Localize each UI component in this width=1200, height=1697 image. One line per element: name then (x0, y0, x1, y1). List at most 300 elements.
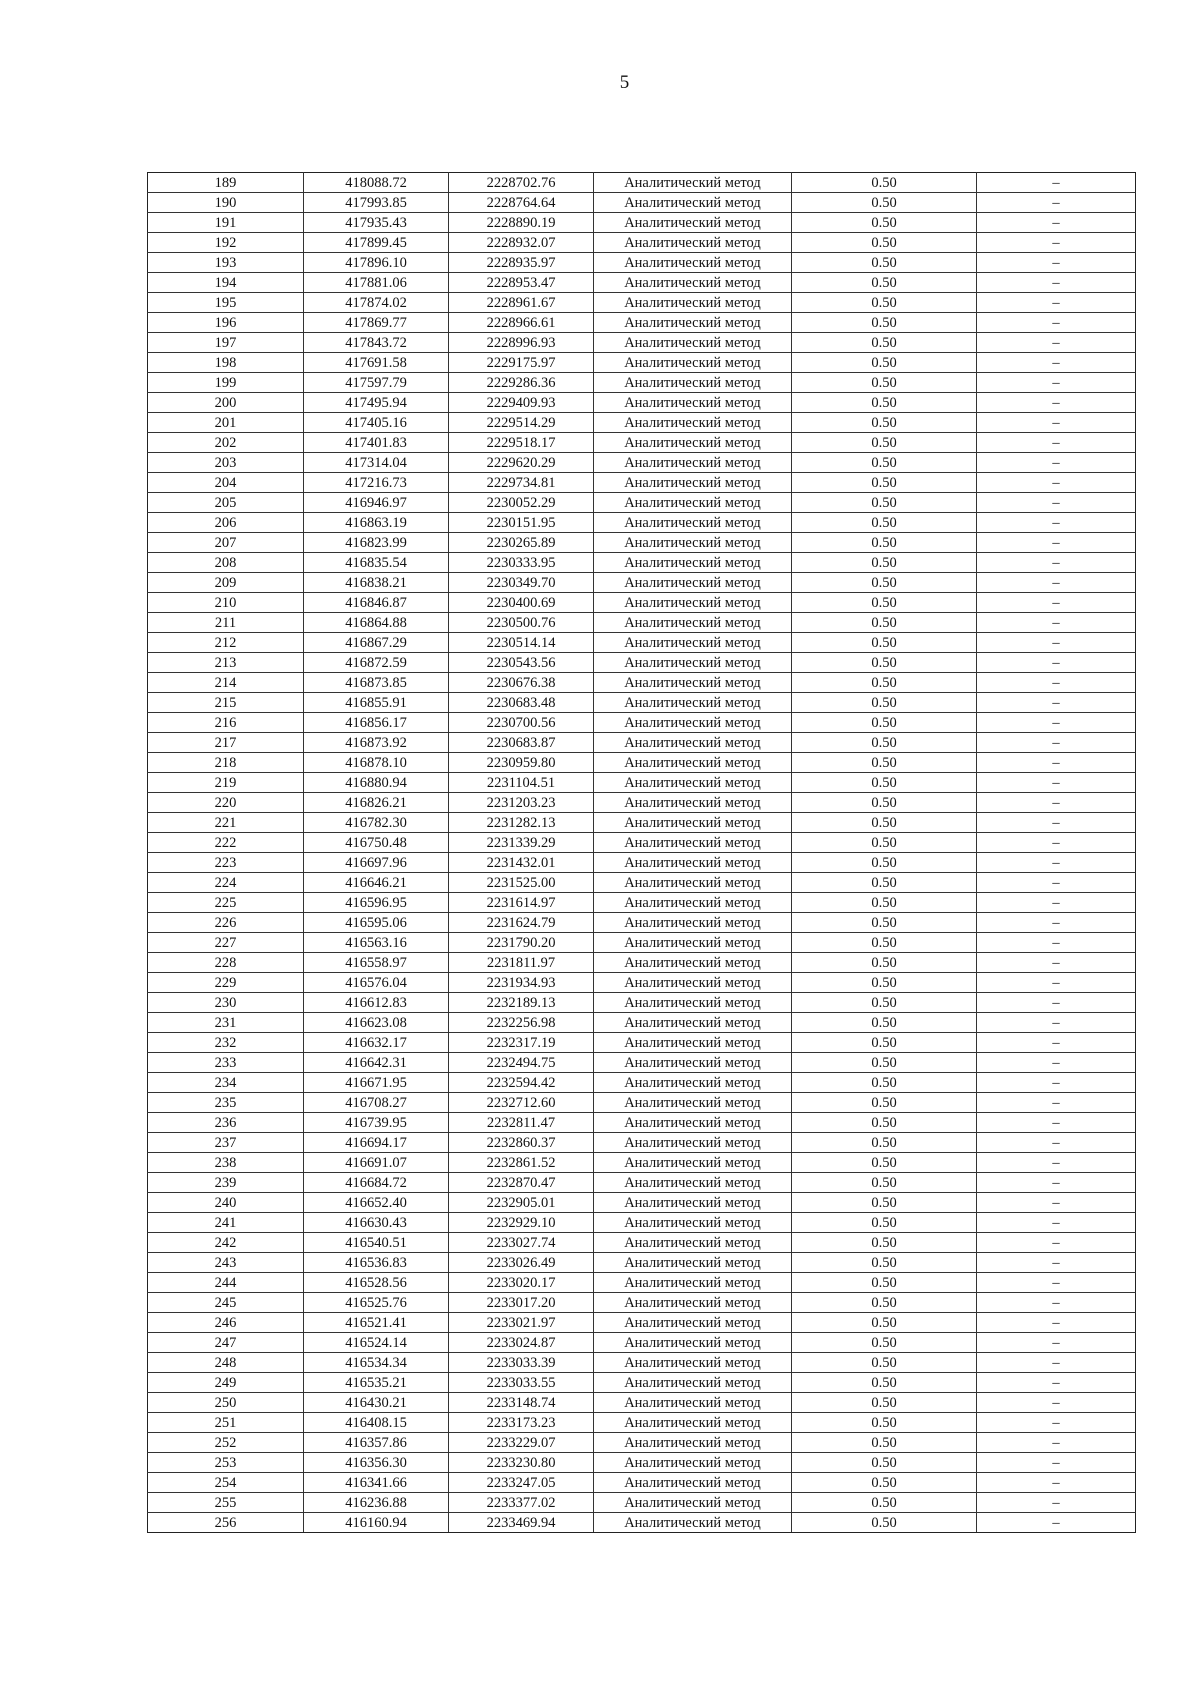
x-coordinate-cell: 416356.30 (304, 1453, 449, 1473)
method-cell: Аналитический метод (594, 933, 792, 953)
x-coordinate-cell: 416867.29 (304, 633, 449, 653)
note-cell: – (977, 693, 1136, 713)
method-cell: Аналитический метод (594, 1173, 792, 1193)
table-row (148, 1133, 1136, 1153)
accuracy-cell: 0.50 (792, 193, 977, 213)
y-coordinate-cell: 2231811.97 (449, 953, 594, 973)
x-coordinate-cell: 416873.85 (304, 673, 449, 693)
note-cell: – (977, 793, 1136, 813)
y-coordinate-cell: 2232712.60 (449, 1093, 594, 1113)
method-cell: Аналитический метод (594, 433, 792, 453)
point-number-cell: 223 (148, 853, 304, 873)
x-coordinate-cell: 417216.73 (304, 473, 449, 493)
method-cell: Аналитический метод (594, 653, 792, 673)
note-cell: – (977, 273, 1136, 293)
note-cell: – (977, 933, 1136, 953)
table-row (148, 1513, 1136, 1533)
accuracy-cell: 0.50 (792, 1273, 977, 1293)
accuracy-cell: 0.50 (792, 173, 977, 193)
x-coordinate-cell: 416630.43 (304, 1213, 449, 1233)
accuracy-cell: 0.50 (792, 793, 977, 813)
x-coordinate-cell: 416160.94 (304, 1513, 449, 1533)
table-row (148, 1293, 1136, 1313)
y-coordinate-cell: 2231104.51 (449, 773, 594, 793)
x-coordinate-cell: 416642.31 (304, 1053, 449, 1073)
accuracy-cell: 0.50 (792, 1453, 977, 1473)
note-cell: – (977, 1033, 1136, 1053)
table-row (148, 1233, 1136, 1253)
table-row (148, 653, 1136, 673)
point-number-cell: 244 (148, 1273, 304, 1293)
y-coordinate-cell: 2233020.17 (449, 1273, 594, 1293)
method-cell: Аналитический метод (594, 473, 792, 493)
x-coordinate-cell: 416872.59 (304, 653, 449, 673)
point-number-cell: 247 (148, 1333, 304, 1353)
x-coordinate-cell: 416838.21 (304, 573, 449, 593)
y-coordinate-cell: 2230333.95 (449, 553, 594, 573)
accuracy-cell: 0.50 (792, 553, 977, 573)
y-coordinate-cell: 2228935.97 (449, 253, 594, 273)
method-cell: Аналитический метод (594, 1393, 792, 1413)
point-number-cell: 236 (148, 1113, 304, 1133)
accuracy-cell: 0.50 (792, 713, 977, 733)
accuracy-cell: 0.50 (792, 1393, 977, 1413)
point-number-cell: 252 (148, 1433, 304, 1453)
method-cell: Аналитический метод (594, 833, 792, 853)
table-row (148, 1033, 1136, 1053)
note-cell: – (977, 393, 1136, 413)
table-row (148, 793, 1136, 813)
point-number-cell: 203 (148, 453, 304, 473)
table-row (148, 573, 1136, 593)
y-coordinate-cell: 2228702.76 (449, 173, 594, 193)
note-cell: – (977, 1013, 1136, 1033)
table-row (148, 1153, 1136, 1173)
table-row (148, 953, 1136, 973)
method-cell: Аналитический метод (594, 353, 792, 373)
note-cell: – (977, 173, 1136, 193)
note-cell: – (977, 773, 1136, 793)
y-coordinate-cell: 2228961.67 (449, 293, 594, 313)
x-coordinate-cell: 416534.34 (304, 1353, 449, 1373)
accuracy-cell: 0.50 (792, 1513, 977, 1533)
table-row (148, 293, 1136, 313)
table-row (148, 1333, 1136, 1353)
note-cell: – (977, 1053, 1136, 1073)
table-row (148, 873, 1136, 893)
y-coordinate-cell: 2232861.52 (449, 1153, 594, 1173)
y-coordinate-cell: 2231525.00 (449, 873, 594, 893)
note-cell: – (977, 293, 1136, 313)
method-cell: Аналитический метод (594, 1053, 792, 1073)
note-cell: – (977, 1513, 1136, 1533)
table-row (148, 753, 1136, 773)
accuracy-cell: 0.50 (792, 373, 977, 393)
y-coordinate-cell: 2232594.42 (449, 1073, 594, 1093)
table-row (148, 1473, 1136, 1493)
note-cell: – (977, 1193, 1136, 1213)
table-row (148, 1493, 1136, 1513)
y-coordinate-cell: 2229514.29 (449, 413, 594, 433)
point-number-cell: 191 (148, 213, 304, 233)
point-number-cell: 226 (148, 913, 304, 933)
x-coordinate-cell: 416946.97 (304, 493, 449, 513)
x-coordinate-cell: 416430.21 (304, 1393, 449, 1413)
point-number-cell: 225 (148, 893, 304, 913)
note-cell: – (977, 193, 1136, 213)
note-cell: – (977, 1413, 1136, 1433)
point-number-cell: 251 (148, 1413, 304, 1433)
y-coordinate-cell: 2233173.23 (449, 1413, 594, 1433)
y-coordinate-cell: 2233021.97 (449, 1313, 594, 1333)
note-cell: – (977, 1113, 1136, 1133)
x-coordinate-cell: 416846.87 (304, 593, 449, 613)
method-cell: Аналитический метод (594, 633, 792, 653)
point-number-cell: 253 (148, 1453, 304, 1473)
method-cell: Аналитический метод (594, 173, 792, 193)
x-coordinate-cell: 416823.99 (304, 533, 449, 553)
accuracy-cell: 0.50 (792, 733, 977, 753)
point-number-cell: 254 (148, 1473, 304, 1493)
table-row (148, 553, 1136, 573)
table-row (148, 1393, 1136, 1413)
y-coordinate-cell: 2231339.29 (449, 833, 594, 853)
note-cell: – (977, 1273, 1136, 1293)
method-cell: Аналитический метод (594, 1513, 792, 1533)
y-coordinate-cell: 2233017.20 (449, 1293, 594, 1313)
method-cell: Аналитический метод (594, 1153, 792, 1173)
table-row (148, 213, 1136, 233)
note-cell: – (977, 1293, 1136, 1313)
y-coordinate-cell: 2230959.80 (449, 753, 594, 773)
table-row (148, 993, 1136, 1013)
accuracy-cell: 0.50 (792, 353, 977, 373)
y-coordinate-cell: 2228996.93 (449, 333, 594, 353)
table-row (148, 733, 1136, 753)
method-cell: Аналитический метод (594, 1013, 792, 1033)
x-coordinate-cell: 417691.58 (304, 353, 449, 373)
x-coordinate-cell: 416408.15 (304, 1413, 449, 1433)
x-coordinate-cell: 416536.83 (304, 1253, 449, 1273)
note-cell: – (977, 333, 1136, 353)
x-coordinate-cell: 416576.04 (304, 973, 449, 993)
y-coordinate-cell: 2231934.93 (449, 973, 594, 993)
method-cell: Аналитический метод (594, 1113, 792, 1133)
y-coordinate-cell: 2230151.95 (449, 513, 594, 533)
method-cell: Аналитический метод (594, 213, 792, 233)
accuracy-cell: 0.50 (792, 453, 977, 473)
table-row (148, 1353, 1136, 1373)
x-coordinate-cell: 416880.94 (304, 773, 449, 793)
accuracy-cell: 0.50 (792, 473, 977, 493)
method-cell: Аналитический метод (594, 693, 792, 713)
point-number-cell: 228 (148, 953, 304, 973)
y-coordinate-cell: 2233033.39 (449, 1353, 594, 1373)
point-number-cell: 207 (148, 533, 304, 553)
method-cell: Аналитический метод (594, 1293, 792, 1313)
y-coordinate-cell: 2232929.10 (449, 1213, 594, 1233)
accuracy-cell: 0.50 (792, 1433, 977, 1453)
x-coordinate-cell: 416739.95 (304, 1113, 449, 1133)
method-cell: Аналитический метод (594, 853, 792, 873)
y-coordinate-cell: 2233377.02 (449, 1493, 594, 1513)
table-row (148, 233, 1136, 253)
y-coordinate-cell: 2231614.97 (449, 893, 594, 913)
x-coordinate-cell: 416524.14 (304, 1333, 449, 1353)
x-coordinate-cell: 416782.30 (304, 813, 449, 833)
table-row (148, 1173, 1136, 1193)
accuracy-cell: 0.50 (792, 873, 977, 893)
point-number-cell: 200 (148, 393, 304, 413)
y-coordinate-cell: 2231282.13 (449, 813, 594, 833)
point-number-cell: 213 (148, 653, 304, 673)
x-coordinate-cell: 416694.17 (304, 1133, 449, 1153)
table-row (148, 773, 1136, 793)
y-coordinate-cell: 2228932.07 (449, 233, 594, 253)
point-number-cell: 211 (148, 613, 304, 633)
point-number-cell: 249 (148, 1373, 304, 1393)
method-cell: Аналитический метод (594, 1433, 792, 1453)
y-coordinate-cell: 2230349.70 (449, 573, 594, 593)
table-row (148, 313, 1136, 333)
point-number-cell: 224 (148, 873, 304, 893)
note-cell: – (977, 813, 1136, 833)
accuracy-cell: 0.50 (792, 1493, 977, 1513)
table-row (148, 1273, 1136, 1293)
table-row (148, 1373, 1136, 1393)
x-coordinate-cell: 417993.85 (304, 193, 449, 213)
method-cell: Аналитический метод (594, 1313, 792, 1333)
y-coordinate-cell: 2231790.20 (449, 933, 594, 953)
note-cell: – (977, 573, 1136, 593)
note-cell: – (977, 533, 1136, 553)
accuracy-cell: 0.50 (792, 1153, 977, 1173)
x-coordinate-cell: 417314.04 (304, 453, 449, 473)
accuracy-cell: 0.50 (792, 833, 977, 853)
method-cell: Аналитический метод (594, 813, 792, 833)
x-coordinate-cell: 418088.72 (304, 173, 449, 193)
table-row (148, 593, 1136, 613)
point-number-cell: 237 (148, 1133, 304, 1153)
table-row (148, 353, 1136, 373)
y-coordinate-cell: 2229286.36 (449, 373, 594, 393)
note-cell: – (977, 1453, 1136, 1473)
note-cell: – (977, 893, 1136, 913)
x-coordinate-cell: 416671.95 (304, 1073, 449, 1093)
x-coordinate-cell: 416357.86 (304, 1433, 449, 1453)
accuracy-cell: 0.50 (792, 1473, 977, 1493)
accuracy-cell: 0.50 (792, 853, 977, 873)
y-coordinate-cell: 2232189.13 (449, 993, 594, 1013)
x-coordinate-cell: 417899.45 (304, 233, 449, 253)
page-number: 5 (619, 72, 630, 93)
point-number-cell: 197 (148, 333, 304, 353)
accuracy-cell: 0.50 (792, 413, 977, 433)
note-cell: – (977, 513, 1136, 533)
note-cell: – (977, 213, 1136, 233)
x-coordinate-cell: 417597.79 (304, 373, 449, 393)
x-coordinate-cell: 416652.40 (304, 1193, 449, 1213)
point-number-cell: 221 (148, 813, 304, 833)
point-number-cell: 250 (148, 1393, 304, 1413)
point-number-cell: 229 (148, 973, 304, 993)
point-number-cell: 241 (148, 1213, 304, 1233)
y-coordinate-cell: 2232905.01 (449, 1193, 594, 1213)
y-coordinate-cell: 2233229.07 (449, 1433, 594, 1453)
accuracy-cell: 0.50 (792, 1013, 977, 1033)
x-coordinate-cell: 416535.21 (304, 1373, 449, 1393)
table-row (148, 973, 1136, 993)
accuracy-cell: 0.50 (792, 273, 977, 293)
y-coordinate-cell: 2232860.37 (449, 1133, 594, 1153)
x-coordinate-cell: 416684.72 (304, 1173, 449, 1193)
note-cell: – (977, 673, 1136, 693)
note-cell: – (977, 1133, 1136, 1153)
y-coordinate-cell: 2230543.56 (449, 653, 594, 673)
point-number-cell: 216 (148, 713, 304, 733)
x-coordinate-cell: 416826.21 (304, 793, 449, 813)
x-coordinate-cell: 417881.06 (304, 273, 449, 293)
table-row (148, 613, 1136, 633)
point-number-cell: 222 (148, 833, 304, 853)
table-row (148, 713, 1136, 733)
point-number-cell: 245 (148, 1293, 304, 1313)
point-number-cell: 227 (148, 933, 304, 953)
note-cell: – (977, 873, 1136, 893)
note-cell: – (977, 1433, 1136, 1453)
x-coordinate-cell: 416863.19 (304, 513, 449, 533)
point-number-cell: 198 (148, 353, 304, 373)
x-coordinate-cell: 416697.96 (304, 853, 449, 873)
point-number-cell: 195 (148, 293, 304, 313)
point-number-cell: 234 (148, 1073, 304, 1093)
note-cell: – (977, 493, 1136, 513)
coordinates-table (147, 172, 1136, 1533)
point-number-cell: 217 (148, 733, 304, 753)
point-number-cell: 256 (148, 1513, 304, 1533)
accuracy-cell: 0.50 (792, 1213, 977, 1233)
table-row (148, 1433, 1136, 1453)
x-coordinate-cell: 416632.17 (304, 1033, 449, 1053)
method-cell: Аналитический метод (594, 333, 792, 353)
method-cell: Аналитический метод (594, 1453, 792, 1473)
accuracy-cell: 0.50 (792, 653, 977, 673)
table-row (148, 373, 1136, 393)
method-cell: Аналитический метод (594, 973, 792, 993)
note-cell: – (977, 1333, 1136, 1353)
x-coordinate-cell: 416612.83 (304, 993, 449, 1013)
note-cell: – (977, 1073, 1136, 1093)
point-number-cell: 210 (148, 593, 304, 613)
table-row (148, 853, 1136, 873)
table-row (148, 1193, 1136, 1213)
method-cell: Аналитический метод (594, 193, 792, 213)
note-cell: – (977, 953, 1136, 973)
method-cell: Аналитический метод (594, 313, 792, 333)
x-coordinate-cell: 416855.91 (304, 693, 449, 713)
x-coordinate-cell: 416864.88 (304, 613, 449, 633)
y-coordinate-cell: 2229734.81 (449, 473, 594, 493)
note-cell: – (977, 553, 1136, 573)
note-cell: – (977, 413, 1136, 433)
y-coordinate-cell: 2230683.87 (449, 733, 594, 753)
note-cell: – (977, 1473, 1136, 1493)
note-cell: – (977, 1213, 1136, 1233)
method-cell: Аналитический метод (594, 533, 792, 553)
accuracy-cell: 0.50 (792, 1133, 977, 1153)
point-number-cell: 242 (148, 1233, 304, 1253)
accuracy-cell: 0.50 (792, 333, 977, 353)
point-number-cell: 206 (148, 513, 304, 533)
table-row (148, 173, 1136, 193)
x-coordinate-cell: 417869.77 (304, 313, 449, 333)
note-cell: – (977, 833, 1136, 853)
accuracy-cell: 0.50 (792, 1053, 977, 1073)
x-coordinate-cell: 416563.16 (304, 933, 449, 953)
point-number-cell: 199 (148, 373, 304, 393)
accuracy-cell: 0.50 (792, 1293, 977, 1313)
method-cell: Аналитический метод (594, 1493, 792, 1513)
note-cell: – (977, 1173, 1136, 1193)
y-coordinate-cell: 2228953.47 (449, 273, 594, 293)
y-coordinate-cell: 2232256.98 (449, 1013, 594, 1033)
point-number-cell: 220 (148, 793, 304, 813)
note-cell: – (977, 633, 1136, 653)
x-coordinate-cell: 417843.72 (304, 333, 449, 353)
note-cell: – (977, 353, 1136, 373)
y-coordinate-cell: 2229409.93 (449, 393, 594, 413)
accuracy-cell: 0.50 (792, 1193, 977, 1213)
point-number-cell: 218 (148, 753, 304, 773)
y-coordinate-cell: 2229175.97 (449, 353, 594, 373)
method-cell: Аналитический метод (594, 873, 792, 893)
method-cell: Аналитический метод (594, 673, 792, 693)
point-number-cell: 246 (148, 1313, 304, 1333)
point-number-cell: 196 (148, 313, 304, 333)
table-row (148, 413, 1136, 433)
x-coordinate-cell: 416873.92 (304, 733, 449, 753)
x-coordinate-cell: 417874.02 (304, 293, 449, 313)
note-cell: – (977, 973, 1136, 993)
method-cell: Аналитический метод (594, 593, 792, 613)
table-row (148, 693, 1136, 713)
table-row (148, 933, 1136, 953)
accuracy-cell: 0.50 (792, 973, 977, 993)
x-coordinate-cell: 416596.95 (304, 893, 449, 913)
accuracy-cell: 0.50 (792, 393, 977, 413)
note-cell: – (977, 713, 1136, 733)
y-coordinate-cell: 2229620.29 (449, 453, 594, 473)
table-row (148, 333, 1136, 353)
point-number-cell: 209 (148, 573, 304, 593)
table-row (148, 633, 1136, 653)
method-cell: Аналитический метод (594, 393, 792, 413)
x-coordinate-cell: 416691.07 (304, 1153, 449, 1173)
method-cell: Аналитический метод (594, 253, 792, 273)
point-number-cell: 233 (148, 1053, 304, 1073)
method-cell: Аналитический метод (594, 1413, 792, 1433)
accuracy-cell: 0.50 (792, 953, 977, 973)
accuracy-cell: 0.50 (792, 513, 977, 533)
note-cell: – (977, 453, 1136, 473)
accuracy-cell: 0.50 (792, 253, 977, 273)
method-cell: Аналитический метод (594, 993, 792, 1013)
y-coordinate-cell: 2233024.87 (449, 1333, 594, 1353)
accuracy-cell: 0.50 (792, 533, 977, 553)
y-coordinate-cell: 2232494.75 (449, 1053, 594, 1073)
point-number-cell: 190 (148, 193, 304, 213)
accuracy-cell: 0.50 (792, 693, 977, 713)
